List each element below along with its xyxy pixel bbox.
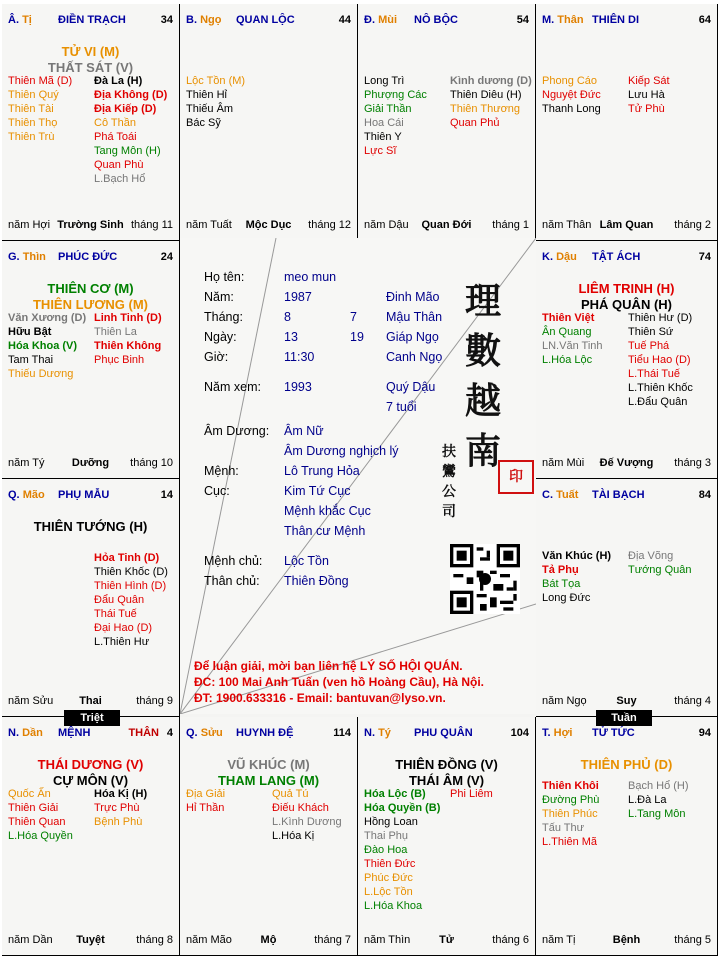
info-lunar-value: 19 (350, 330, 364, 344)
minor-star: Trực Phù (94, 802, 140, 814)
month-label: tháng 9 (136, 695, 173, 707)
red-seal-stamp: 印 (498, 460, 534, 494)
palace-number: 74 (698, 251, 711, 263)
major-star: THIÊN PHỦ (D) (580, 757, 673, 772)
palace-number: 84 (698, 489, 711, 501)
info-value: 1987 (284, 290, 312, 304)
menh-chu-label: Mệnh chủ: (204, 554, 263, 568)
minor-star: Thiên Quý (8, 89, 59, 101)
am-duong-label: Âm Dương: (204, 424, 270, 438)
palace-tuat[interactable] (536, 479, 718, 717)
life-stage: Bệnh (612, 934, 641, 946)
minor-star: Tuế Phá (628, 340, 670, 352)
minor-star: Bát Tọa (542, 578, 581, 590)
minor-star: L.Bạch Hổ (94, 173, 146, 185)
minor-star: Hóa Khoa (V) (8, 340, 78, 352)
minor-star: L.Đà La (628, 794, 667, 806)
month-label: tháng 12 (308, 219, 351, 231)
palace-position: T. Hợi (542, 727, 573, 739)
minor-star: L.Thiên Khốc (628, 382, 693, 394)
minor-star: LN.Văn Tinh (542, 340, 603, 352)
palace-dan[interactable] (2, 717, 180, 956)
major-star: PHÁ QUÂN (H) (581, 297, 672, 312)
minor-stars-right (450, 787, 493, 801)
palace-number: 64 (698, 14, 711, 26)
year-label: năm Tuất (186, 219, 232, 231)
minor-star: Thiên Phúc (542, 808, 598, 820)
minor-star: Thiên Tài (8, 103, 54, 115)
center-info-panel (180, 238, 536, 714)
minor-star: Thiên Giải (8, 802, 59, 814)
minor-star: Phi Liêm (450, 788, 493, 800)
minor-stars-right (628, 779, 689, 821)
minor-stars-right (628, 74, 670, 116)
year-label: năm Dậu (364, 219, 409, 231)
minor-star: Hỏa Tinh (D) (94, 552, 160, 564)
minor-star: L.Hóa Lộc (542, 354, 593, 366)
minor-star: L.Hóa Kị (272, 830, 315, 842)
info-label: Họ tên: (204, 270, 245, 284)
minor-star: Thiên Không (94, 340, 162, 352)
palace-position: K. Dậu (542, 251, 577, 263)
cuc-value: Kim Tứ Cục (284, 484, 351, 498)
info-value: 11:30 (284, 350, 315, 364)
minor-star: Tướng Quân (628, 564, 692, 576)
minor-star: Kiếp Sát (628, 75, 670, 87)
palace-number: 14 (160, 489, 173, 501)
minor-stars-right (628, 311, 693, 409)
menh-label: Mệnh: (204, 464, 239, 478)
minor-star: Quan Phủ (450, 117, 500, 129)
palace-name: NÔ BỘC (414, 14, 458, 26)
minor-star: Bệnh Phù (94, 816, 143, 828)
life-stage: Quan Đới (421, 219, 472, 231)
palace-number: 114 (333, 727, 351, 739)
menh-chu-value: Lộc Tồn (284, 554, 329, 568)
minor-star: Tả Phụ (542, 564, 579, 576)
minor-star: L.Kình Dương (272, 816, 342, 828)
minor-star: L.Thiên Hư (94, 636, 150, 648)
minor-star: Hóa Kị (H) (94, 788, 148, 800)
minor-star: Tử Phù (628, 103, 665, 115)
major-star: VŨ KHÚC (M) (227, 757, 310, 772)
minor-star: Thiên Việt (542, 312, 595, 324)
minor-stars-left (364, 787, 440, 913)
minor-star: Đại Hao (D) (94, 622, 153, 634)
major-star: THIÊN ĐỒNG (V) (395, 757, 498, 772)
major-star: THIÊN LƯƠNG (M) (32, 297, 149, 312)
year-label: năm Dần (8, 934, 53, 946)
major-star: TỬ VI (M) (61, 44, 120, 59)
minor-star: Thiên Hình (D) (94, 580, 167, 592)
info-age: 7 tuổi (386, 400, 417, 414)
palace-name: PHỤ MẪU (58, 489, 110, 501)
palace-number: 34 (160, 14, 173, 26)
than-chu-value: Thiên Đồng (284, 574, 349, 588)
triet-tag: Triệt (64, 710, 120, 726)
minor-star: Địa Kiếp (D) (94, 103, 157, 115)
palace-ti[interactable] (2, 4, 180, 241)
contact-address: ĐC: 100 Mai Anh Tuấn (ven hồ Hoàng Cầu), Hà Nội. (194, 675, 485, 689)
life-stage: Mộc Dục (245, 219, 292, 231)
minor-star: Đẩu Quân (94, 594, 145, 606)
palace-position: Q. Sửu (186, 727, 223, 739)
minor-star: Hoa Cái (364, 117, 404, 129)
minor-stars-left (364, 74, 427, 158)
major-star: THÁI ÂM (V) (408, 773, 485, 788)
minor-star: Phong Cáo (542, 75, 598, 87)
than-marker: THÂN (128, 727, 159, 739)
minor-star: Thiếu Âm (186, 103, 234, 115)
palace-position: B. Ngọ (186, 14, 222, 26)
minor-star: Hữu Bật (8, 326, 52, 338)
minor-stars-right (94, 74, 167, 186)
minor-stars-left (186, 787, 225, 815)
minor-star: Cô Thần (94, 117, 136, 129)
palace-suu[interactable] (180, 717, 358, 956)
year-label: năm Mão (186, 934, 232, 946)
minor-star: Thai Phụ (364, 830, 409, 842)
info-canchi: Mậu Thân (386, 310, 443, 324)
info-value: 13 (284, 330, 298, 344)
minor-star: Quốc Ấn (8, 788, 51, 800)
minor-star: Thiếu Dương (8, 368, 74, 380)
palace-name: TÀI BẠCH (592, 489, 645, 501)
info-value: meo mun (284, 270, 337, 284)
palace-position: G. Thìn (8, 251, 46, 263)
info-label: Tháng: (204, 310, 243, 324)
palace-position: Đ. Mùi (364, 14, 398, 26)
year-label: năm Thân (542, 219, 592, 231)
minor-star: Địa Giải (186, 788, 226, 800)
minor-star: Ân Quang (542, 326, 592, 338)
month-label: tháng 6 (492, 934, 529, 946)
contact-line-1: Để luận giải, mời bạn liên hệ LÝ SỐ HỘI QUÁN. (194, 659, 463, 673)
info-label: Giờ: (204, 350, 229, 364)
minor-star: Đào Hoa (364, 844, 408, 856)
major-star: THẤT SÁT (V) (47, 60, 134, 75)
palace-thin[interactable] (2, 241, 180, 479)
palace-number: 54 (516, 14, 529, 26)
minor-stars-left (8, 787, 73, 843)
minor-star: Hỉ Thần (186, 802, 225, 814)
minor-star: Kình dương (D) (450, 75, 532, 87)
minor-star: Thiên Thương (450, 103, 521, 115)
minor-stars-left (542, 779, 599, 849)
palace-name: QUAN LỘC (236, 14, 295, 26)
life-stage: Lâm Quan (599, 219, 654, 231)
minor-stars-left (542, 74, 601, 116)
info-value: 1993 (284, 380, 312, 394)
palace-name: HUYNH ĐỆ (236, 727, 294, 739)
palace-name: ĐIỀN TRẠCH (58, 14, 126, 26)
minor-stars-left (542, 549, 611, 605)
month-label: tháng 2 (674, 219, 711, 231)
minor-star: Long Đức (542, 592, 591, 604)
info-lunar-value: 7 (350, 310, 357, 324)
minor-star: Lưu Hà (628, 89, 665, 101)
minor-stars-left (8, 311, 86, 381)
palace-name: TỬ TỨC (592, 727, 635, 739)
palace-position: N. Dần (8, 727, 43, 739)
minor-stars-right (94, 787, 147, 829)
palace-name: PHU QUÂN (414, 727, 473, 739)
minor-stars-right (94, 311, 162, 367)
month-label: tháng 5 (674, 934, 711, 946)
minor-star: L.Đẩu Quân (628, 396, 688, 408)
major-star: THIÊN TƯỚNG (H) (33, 519, 148, 534)
minor-star: Phúc Đức (364, 872, 413, 884)
palace-number: 94 (698, 727, 711, 739)
minor-star: Thiên Quan (8, 816, 66, 828)
minor-star: Hóa Quyền (B) (364, 802, 441, 814)
minor-star: Quả Tú (272, 788, 309, 800)
palace-ty[interactable] (358, 717, 536, 956)
info-label: Ngày: (204, 330, 237, 344)
minor-star: Văn Khúc (H) (542, 550, 612, 562)
year-label: năm Mùi (542, 457, 585, 469)
palace-position: M. Thân (542, 14, 584, 26)
seal-text-vertical: 扶 鸞 公 司 (442, 444, 456, 520)
minor-star: Phá Toái (94, 131, 137, 143)
tuan-tag: Tuần (596, 710, 652, 726)
minor-star: Hồng Loan (364, 816, 418, 828)
minor-star: Thanh Long (542, 103, 601, 115)
am-duong-value: Âm Nữ (284, 424, 324, 438)
info-canchi: Đinh Mão (386, 290, 440, 304)
minor-star: Văn Xương (D) (8, 312, 87, 324)
minor-star: Thiên Hư (D) (628, 312, 693, 324)
minor-star: Thiên Mã (D) (8, 75, 73, 87)
minor-star: Hóa Lộc (B) (364, 788, 426, 800)
palace-position: Q. Mão (8, 489, 45, 501)
minor-star: Bạch Hổ (H) (628, 780, 689, 792)
minor-star: L.Hóa Khoa (364, 900, 423, 912)
cuc-label: Cục: (204, 484, 230, 498)
than-chu-label: Thân chủ: (204, 574, 260, 588)
info-canchi: Canh Ngọ (386, 350, 443, 364)
minor-star: Tiểu Hao (D) (628, 354, 691, 366)
palace-name: MỆNH (58, 727, 91, 739)
year-label: năm Thìn (364, 934, 411, 946)
major-star: THIÊN CƠ (M) (47, 281, 134, 296)
contact-phone-email[interactable]: ĐT: 1900.633316 - Email: bantuvan@lyso.vn. (194, 691, 446, 705)
palace-hoi[interactable] (536, 717, 718, 956)
palace-name: TẬT ÁCH (592, 251, 641, 263)
life-stage: Tuyệt (76, 934, 105, 946)
palace-name: PHÚC ĐỨC (58, 251, 118, 263)
info-canchi: Quý Dậu (386, 380, 436, 394)
palace-ngo[interactable] (180, 4, 358, 241)
life-stage: Trường Sinh (57, 219, 124, 231)
palace-number: 44 (338, 14, 351, 26)
major-star: LIÊM TRINH (H) (578, 281, 675, 296)
info-label: Năm xem: (204, 380, 261, 394)
minor-stars-right (272, 787, 342, 843)
month-label: tháng 7 (314, 934, 351, 946)
minor-star: Linh Tinh (D) (94, 312, 162, 324)
calligraphy-characters: 理 數 越 南 (464, 280, 501, 472)
minor-star: Thiên Sứ (628, 326, 674, 338)
minor-star: Bác Sỹ (186, 117, 221, 129)
life-stage: Suy (616, 695, 637, 707)
minor-star: Lực Sĩ (364, 145, 397, 157)
minor-star: Tang Môn (H) (94, 145, 161, 157)
cuc-relation-value: Mệnh khắc Cục (284, 504, 371, 518)
minor-star: Thiên Y (364, 131, 402, 143)
minor-stars-right (450, 74, 532, 130)
palace-position: N. Tý (364, 727, 391, 739)
palace-dau[interactable] (536, 241, 718, 479)
month-label: tháng 10 (130, 457, 173, 469)
minor-star: Địa Võng (628, 550, 674, 562)
major-star: CỰ MÔN (V) (52, 773, 129, 788)
minor-star: L.Hóa Quyền (8, 830, 73, 842)
life-stage: Mộ (260, 934, 277, 946)
minor-star: Thiên Diêu (H) (450, 89, 522, 101)
minor-stars-left (186, 74, 245, 130)
minor-star: Đường Phù (542, 794, 600, 806)
life-stage: Thai (79, 695, 102, 707)
info-canchi: Giáp Ngọ (386, 330, 439, 344)
minor-stars-right (94, 551, 168, 649)
than-cu-value: Thân cư Mệnh (284, 524, 366, 538)
life-stage: Tử (439, 934, 454, 946)
minor-star: Tam Thai (8, 354, 54, 366)
minor-star: Địa Không (D) (94, 89, 168, 101)
info-label: Năm: (204, 290, 234, 304)
minor-star: Đà La (H) (94, 75, 143, 87)
minor-stars-left (8, 74, 72, 144)
minor-star: L.Tang Môn (628, 808, 686, 820)
palace-number: 24 (160, 251, 173, 263)
palace-number: 104 (510, 727, 529, 739)
palace-mao[interactable] (2, 479, 180, 717)
am-duong-relation-value: Âm Dương nghịch lý (284, 444, 399, 458)
palace-name: THIÊN DI (592, 14, 640, 26)
life-stage: Dưỡng (71, 457, 110, 469)
minor-star: Thiên Đức (364, 858, 416, 870)
minor-star: Tấu Thư (542, 822, 585, 834)
minor-stars-left (542, 311, 603, 367)
minor-star: Thiên Khôi (542, 780, 599, 792)
palace-position: Â. Tị (8, 14, 32, 26)
minor-star: Thái Tuế (94, 608, 137, 620)
minor-stars-right (628, 549, 692, 577)
minor-star: Giải Thần (364, 103, 412, 115)
minor-star: Thiên La (94, 326, 137, 338)
info-value: 8 (284, 310, 291, 324)
month-label: tháng 3 (674, 457, 711, 469)
year-label: năm Tý (8, 457, 45, 469)
year-label: năm Sửu (8, 695, 54, 707)
minor-star: Thiên Thọ (8, 117, 58, 129)
minor-star: Quan Phù (94, 159, 144, 171)
month-label: tháng 1 (492, 219, 529, 231)
major-star: THÁI DƯƠNG (V) (37, 757, 144, 772)
menh-value: Lô Trung Hỏa (284, 464, 360, 478)
minor-star: Phục Binh (94, 354, 145, 366)
year-label: năm Ngọ (542, 695, 587, 707)
minor-star: Lộc Tồn (M) (186, 75, 246, 87)
month-label: tháng 11 (130, 219, 173, 231)
minor-star: Nguyệt Đức (542, 89, 601, 101)
major-star: THAM LANG (M) (217, 773, 320, 788)
minor-star: L.Lộc Tồn (364, 886, 413, 898)
minor-star: L.Thiên Mã (542, 836, 598, 848)
minor-star: Phượng Các (364, 89, 427, 101)
month-label: tháng 8 (136, 934, 173, 946)
palace-than[interactable] (536, 4, 718, 241)
minor-star: Long Trì (364, 75, 405, 87)
minor-star: L.Thái Tuế (628, 368, 680, 380)
palace-mui[interactable] (358, 4, 536, 241)
year-label: năm Tị (542, 934, 576, 946)
palace-number: 4 (166, 727, 173, 739)
minor-star: Thiên Hỉ (186, 89, 227, 101)
month-label: tháng 4 (674, 695, 711, 707)
life-stage: Đế Vượng (599, 457, 654, 469)
palace-position: C. Tuất (542, 489, 579, 501)
contact-info (194, 658, 484, 706)
year-label: năm Hợi (8, 219, 51, 231)
minor-star: Điếu Khách (272, 802, 329, 814)
minor-star: Thiên Trù (8, 131, 55, 143)
minor-star: Thiên Khốc (D) (94, 566, 168, 578)
qr-code-icon[interactable] (450, 544, 520, 614)
